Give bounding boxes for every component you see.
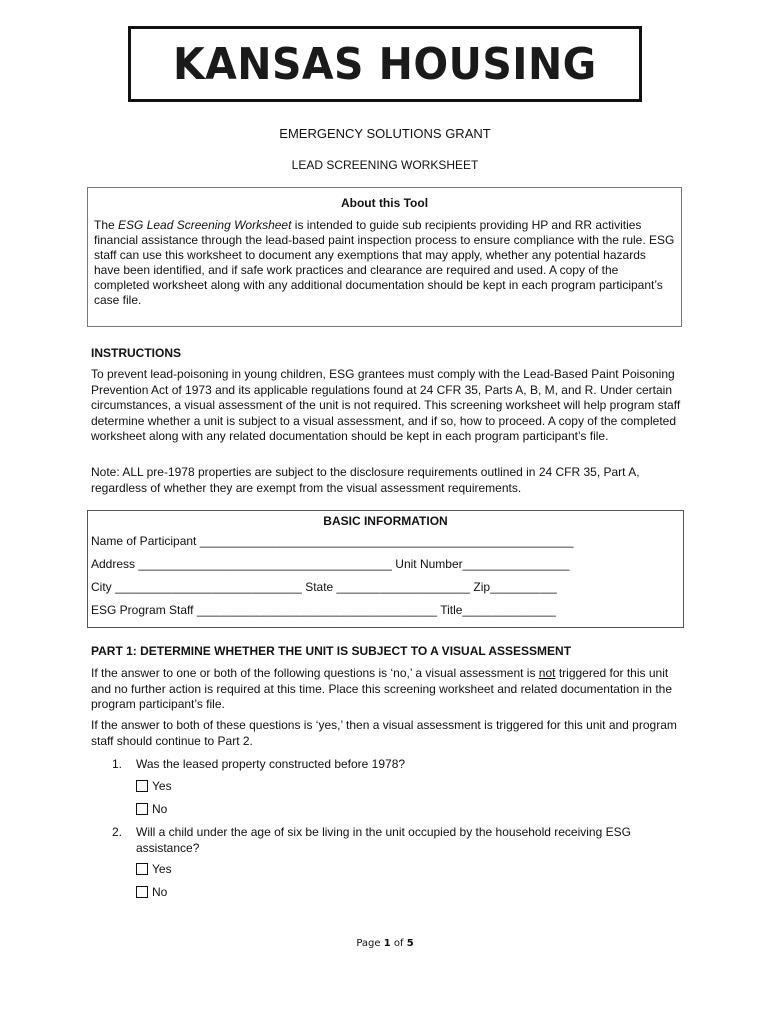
question-2-yes-option[interactable] xyxy=(136,862,172,876)
checkbox-icon[interactable] xyxy=(136,863,148,875)
participant-name-field[interactable]: Name of Participant ________________________________________________________ xyxy=(91,534,574,548)
about-text-post: is intended to guide sub recipients providing HP and RR activities financial assistance through the lead-based paint inspection process to ensure compliance with the rule. ESG staff can use this worksheet to document any exemptions that may apply, whether any potential hazards have been identified, and if safe work practices and clearance are required and used. A copy of the completed worksheet along with any additional documentation should be kept in each program participant’s case file. xyxy=(94,218,675,307)
checkbox-icon[interactable] xyxy=(136,886,148,898)
question-2-text: Will a child under the age of six be living in the unit occupied by the household receiving ESG assistance? xyxy=(136,825,631,855)
part1-paragraph-2: If the answer to both of these questions is ‘yes,’ then a visual assessment is triggered for this unit and program staff should continue to Part 2. xyxy=(91,718,677,748)
page-total: 5 xyxy=(406,938,414,949)
instructions-paragraph: To prevent lead-poisoning in young children, ESG grantees must comply with the Lead-Based Paint Poisoning Prevention Act of 1973 and its applicable regulations found at 24 CFR 35, Parts A, B, M, and R. Under certain circumstances, a visual assessment of the unit is not required. This screening worksheet will help program staff determine whether a unit is subject to a visual assessment, and if so, how to proceed. A copy of the completed worksheet along with any related documentation should be kept in each program participant’s file. xyxy=(91,367,681,443)
about-text-pre: The xyxy=(94,218,119,232)
page-prefix: Page xyxy=(356,938,384,949)
about-text xyxy=(94,218,675,308)
part1-paragraph-1 xyxy=(91,666,681,713)
question-1-yes-option[interactable] xyxy=(136,779,172,793)
option-label: Yes xyxy=(152,779,172,793)
about-title: About this Tool xyxy=(340,196,429,210)
kansas-housing-logo: KANSAS HOUSING xyxy=(173,38,597,90)
about-box xyxy=(87,187,682,327)
question-1-no-option[interactable] xyxy=(136,802,167,816)
part1-p1-underline: not xyxy=(538,666,556,680)
question-2-no-option[interactable] xyxy=(136,885,167,899)
checkbox-icon[interactable] xyxy=(136,780,148,792)
about-text-italic: ESG Lead Screening Worksheet xyxy=(118,218,292,232)
city-state-zip-field[interactable]: City ____________________________ State ____________________ Zip__________ xyxy=(91,580,557,594)
document-title: EMERGENCY SOLUTIONS GRANT xyxy=(279,126,491,141)
option-label: No xyxy=(152,885,168,899)
part1-p1-pre: If the answer to one or both of the following questions is ‘no,’ a visual assessment is xyxy=(91,666,539,680)
question-1-number: 1. xyxy=(112,757,123,771)
basic-information-box xyxy=(87,510,684,628)
checkbox-icon[interactable] xyxy=(136,803,148,815)
option-label: Yes xyxy=(152,862,172,876)
question-1-text: Was the leased property constructed before 1978? xyxy=(136,757,406,771)
page-number: 1 xyxy=(383,938,391,949)
instructions-note: Note: ALL pre-1978 properties are subject to the disclosure requirements outlined in 24 CFR 35, Part A, regardless of whether they are exempt from the visual assessment requirements. xyxy=(91,465,640,495)
option-label: No xyxy=(152,802,168,816)
page-footer xyxy=(0,938,770,949)
page-of: of xyxy=(390,938,407,949)
program-staff-field[interactable]: ESG Program Staff ____________________________________ Title______________ xyxy=(91,603,556,617)
address-field[interactable]: Address ______________________________________ Unit Number________________ xyxy=(91,557,570,571)
part1-p1-post: triggered for this unit and no further action is required at this time. Place this screening worksheet and related documentation in the program participant’s file. xyxy=(91,666,672,711)
basic-information-title: BASIC INFORMATION xyxy=(323,514,448,528)
question-2-number: 2. xyxy=(112,825,123,839)
instructions-heading: INSTRUCTIONS xyxy=(91,346,181,360)
part1-heading: PART 1: DETERMINE WHETHER THE UNIT IS SUBJECT TO A VISUAL ASSESSMENT xyxy=(91,644,572,658)
logo-frame xyxy=(128,26,642,102)
document-subtitle: LEAD SCREENING WORKSHEET xyxy=(291,158,479,172)
